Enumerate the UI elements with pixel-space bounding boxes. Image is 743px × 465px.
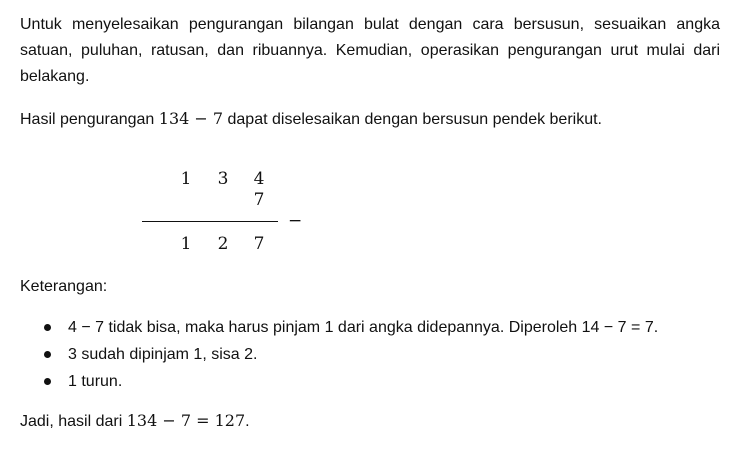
bullet-icon [44, 351, 51, 358]
list-item [20, 368, 730, 395]
bullet-icon [44, 378, 51, 385]
list-item-text: 3 sudah dipinjam 1, sisa 2. [68, 346, 258, 363]
keterangan-list [20, 314, 730, 395]
conclusion-paragraph [20, 408, 720, 435]
intro-paragraph: Untuk menyelesaikan pengurangan bilangan bulat dengan cara bersusun, sesuaikan angka satuan, puluhan, ratusan, dan ribuannya. Kemudian, operasikan pengurangan urut mulai dari belakang. [20, 16, 720, 85]
minus-sign: − [288, 211, 303, 231]
list-item-text: 1 turun. [68, 373, 123, 390]
hasil-prefix: Hasil pengurangan [20, 111, 159, 128]
hasil-expression: 134 − 7 [158, 109, 224, 128]
conclusion-suffix: . [245, 413, 250, 430]
result-digit-ones: 7 [253, 234, 265, 254]
subtrahend-digit-ones: 7 [253, 190, 265, 210]
keterangan-title: Keterangan: [20, 278, 108, 295]
vertical-subtraction [140, 164, 310, 264]
conclusion-expression: 134 − 7 = 127 [126, 411, 246, 430]
top-digit-tens: 3 [217, 169, 229, 189]
result-digit-hundreds: 1 [180, 234, 192, 254]
top-digit-ones: 4 [253, 169, 265, 189]
hasil-suffix: dapat diselesaikan dengan bersusun pendek berikut. [223, 111, 602, 128]
top-digit-hundreds: 1 [180, 169, 192, 189]
result-digit-tens: 2 [217, 234, 229, 254]
conclusion-prefix: Jadi, hasil dari [20, 413, 127, 430]
list-item [20, 341, 730, 368]
list-item-text: 4 − 7 tidak bisa, maka harus pinjam 1 dari angka didepannya. Diperoleh 14 − 7 = 7. [68, 319, 659, 336]
subtraction-line [142, 221, 278, 222]
hasil-paragraph [20, 106, 720, 133]
bullet-icon [44, 324, 51, 331]
list-item [20, 314, 730, 341]
